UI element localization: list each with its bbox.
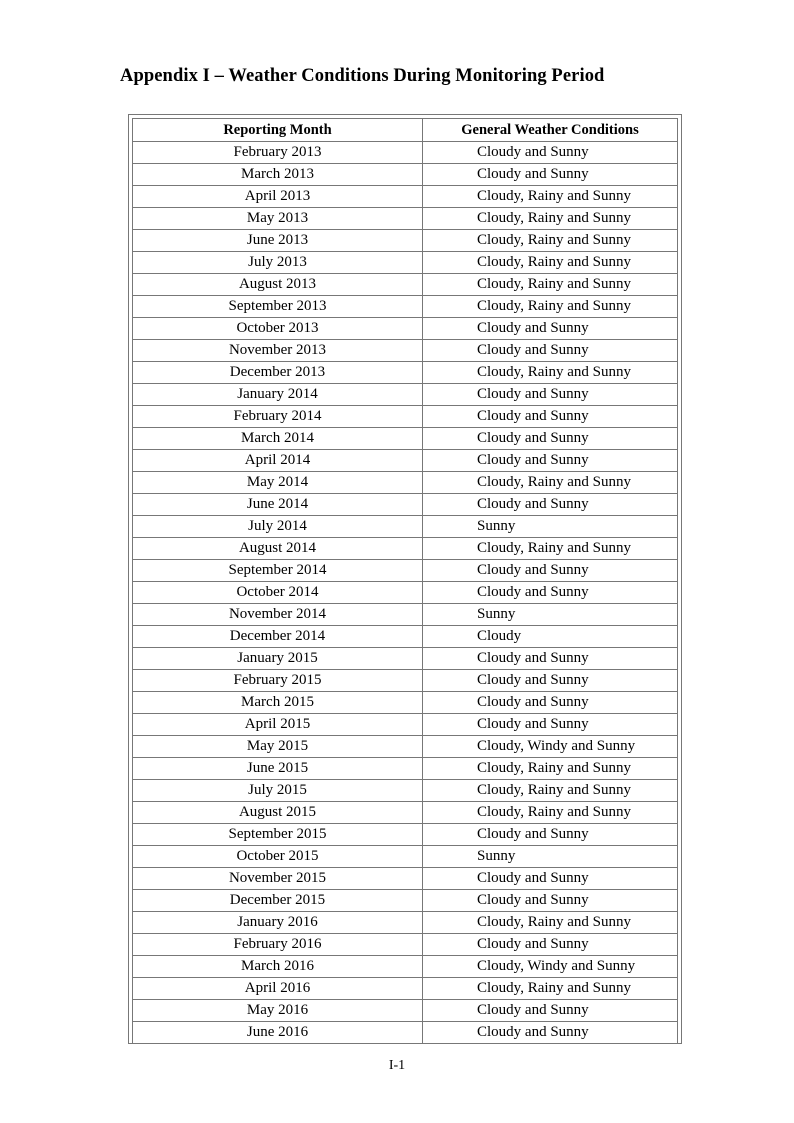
reporting-month-cell: September 2013 xyxy=(133,296,423,318)
reporting-month-cell: August 2014 xyxy=(133,538,423,560)
weather-condition-cell: Sunny xyxy=(423,846,678,868)
table-row xyxy=(133,692,678,714)
reporting-month-cell: May 2013 xyxy=(133,208,423,230)
weather-condition-cell: Cloudy and Sunny xyxy=(423,340,678,362)
weather-condition-cell: Cloudy, Rainy and Sunny xyxy=(423,802,678,824)
weather-condition-cell: Cloudy and Sunny xyxy=(423,824,678,846)
weather-condition-cell: Cloudy, Rainy and Sunny xyxy=(423,780,678,802)
table-row xyxy=(133,384,678,406)
weather-condition-cell: Cloudy, Rainy and Sunny xyxy=(423,296,678,318)
reporting-month-cell: August 2013 xyxy=(133,274,423,296)
table-row xyxy=(133,802,678,824)
weather-condition-cell: Cloudy, Rainy and Sunny xyxy=(423,912,678,934)
weather-condition-cell: Cloudy, Rainy and Sunny xyxy=(423,538,678,560)
weather-condition-cell: Cloudy and Sunny xyxy=(423,868,678,890)
table-header-row xyxy=(133,119,678,142)
reporting-month-cell: November 2013 xyxy=(133,340,423,362)
reporting-month-cell: April 2015 xyxy=(133,714,423,736)
weather-condition-cell: Cloudy, Rainy and Sunny xyxy=(423,274,678,296)
reporting-month-cell: October 2015 xyxy=(133,846,423,868)
weather-conditions-table xyxy=(132,118,678,1044)
weather-condition-cell: Cloudy and Sunny xyxy=(423,406,678,428)
reporting-month-cell: February 2015 xyxy=(133,670,423,692)
weather-condition-cell: Sunny xyxy=(423,516,678,538)
table-row xyxy=(133,868,678,890)
weather-condition-cell: Cloudy, Rainy and Sunny xyxy=(423,472,678,494)
table-row xyxy=(133,978,678,1000)
table-row xyxy=(133,230,678,252)
reporting-month-cell: March 2013 xyxy=(133,164,423,186)
weather-condition-cell: Cloudy and Sunny xyxy=(423,1000,678,1022)
weather-table-frame xyxy=(128,114,682,1044)
table-body xyxy=(133,142,678,1044)
table-row xyxy=(133,846,678,868)
weather-condition-cell: Cloudy and Sunny xyxy=(423,384,678,406)
reporting-month-cell: September 2014 xyxy=(133,560,423,582)
weather-condition-cell: Cloudy, Rainy and Sunny xyxy=(423,978,678,1000)
reporting-month-cell: January 2014 xyxy=(133,384,423,406)
weather-condition-cell: Cloudy and Sunny xyxy=(423,582,678,604)
reporting-month-cell: January 2016 xyxy=(133,912,423,934)
reporting-month-cell: September 2015 xyxy=(133,824,423,846)
reporting-month-cell: June 2014 xyxy=(133,494,423,516)
table-row xyxy=(133,604,678,626)
reporting-month-cell: July 2015 xyxy=(133,780,423,802)
table-row xyxy=(133,516,678,538)
table-row xyxy=(133,956,678,978)
table-row xyxy=(133,538,678,560)
table-row xyxy=(133,472,678,494)
table-row xyxy=(133,450,678,472)
weather-condition-cell: Cloudy and Sunny xyxy=(423,890,678,912)
table-row xyxy=(133,758,678,780)
weather-condition-cell: Cloudy and Sunny xyxy=(423,494,678,516)
weather-condition-cell: Cloudy, Rainy and Sunny xyxy=(423,252,678,274)
reporting-month-cell: July 2013 xyxy=(133,252,423,274)
weather-condition-cell: Cloudy and Sunny xyxy=(423,428,678,450)
table-row xyxy=(133,142,678,164)
reporting-month-cell: June 2016 xyxy=(133,1022,423,1044)
table-row xyxy=(133,318,678,340)
reporting-month-cell: October 2013 xyxy=(133,318,423,340)
table-row xyxy=(133,736,678,758)
weather-condition-cell: Cloudy, Rainy and Sunny xyxy=(423,362,678,384)
header-reporting-month: Reporting Month xyxy=(133,119,423,142)
reporting-month-cell: May 2016 xyxy=(133,1000,423,1022)
weather-condition-cell: Cloudy and Sunny xyxy=(423,934,678,956)
reporting-month-cell: March 2016 xyxy=(133,956,423,978)
reporting-month-cell: February 2013 xyxy=(133,142,423,164)
weather-condition-cell: Cloudy and Sunny xyxy=(423,560,678,582)
weather-condition-cell: Cloudy, Rainy and Sunny xyxy=(423,208,678,230)
weather-condition-cell: Sunny xyxy=(423,604,678,626)
table-row xyxy=(133,890,678,912)
weather-condition-cell: Cloudy, Rainy and Sunny xyxy=(423,758,678,780)
reporting-month-cell: March 2015 xyxy=(133,692,423,714)
reporting-month-cell: March 2014 xyxy=(133,428,423,450)
weather-condition-cell: Cloudy and Sunny xyxy=(423,670,678,692)
reporting-month-cell: November 2015 xyxy=(133,868,423,890)
reporting-month-cell: April 2014 xyxy=(133,450,423,472)
table-row xyxy=(133,208,678,230)
weather-condition-cell: Cloudy and Sunny xyxy=(423,450,678,472)
weather-condition-cell: Cloudy and Sunny xyxy=(423,1022,678,1044)
table-row xyxy=(133,1000,678,1022)
table-row xyxy=(133,648,678,670)
table-row xyxy=(133,252,678,274)
reporting-month-cell: April 2016 xyxy=(133,978,423,1000)
weather-condition-cell: Cloudy and Sunny xyxy=(423,142,678,164)
reporting-month-cell: January 2015 xyxy=(133,648,423,670)
reporting-month-cell: June 2013 xyxy=(133,230,423,252)
table-row xyxy=(133,626,678,648)
weather-condition-cell: Cloudy, Windy and Sunny xyxy=(423,956,678,978)
table-row xyxy=(133,912,678,934)
weather-condition-cell: Cloudy and Sunny xyxy=(423,714,678,736)
weather-condition-cell: Cloudy and Sunny xyxy=(423,164,678,186)
reporting-month-cell: December 2013 xyxy=(133,362,423,384)
weather-condition-cell: Cloudy xyxy=(423,626,678,648)
table-row xyxy=(133,296,678,318)
table-row xyxy=(133,362,678,384)
table-row xyxy=(133,934,678,956)
page-number: I-1 xyxy=(388,1058,406,1073)
reporting-month-cell: June 2015 xyxy=(133,758,423,780)
reporting-month-cell: August 2015 xyxy=(133,802,423,824)
table-row xyxy=(133,714,678,736)
reporting-month-cell: February 2014 xyxy=(133,406,423,428)
reporting-month-cell: April 2013 xyxy=(133,186,423,208)
reporting-month-cell: October 2014 xyxy=(133,582,423,604)
weather-condition-cell: Cloudy and Sunny xyxy=(423,648,678,670)
table-row xyxy=(133,824,678,846)
reporting-month-cell: November 2014 xyxy=(133,604,423,626)
table-row xyxy=(133,274,678,296)
table-row xyxy=(133,340,678,362)
header-weather-conditions: General Weather Conditions xyxy=(423,119,678,142)
table-row xyxy=(133,1022,678,1044)
table-row xyxy=(133,406,678,428)
reporting-month-cell: December 2014 xyxy=(133,626,423,648)
table-row xyxy=(133,780,678,802)
weather-condition-cell: Cloudy, Rainy and Sunny xyxy=(423,186,678,208)
table-row xyxy=(133,494,678,516)
reporting-month-cell: May 2015 xyxy=(133,736,423,758)
weather-condition-cell: Cloudy, Rainy and Sunny xyxy=(423,230,678,252)
weather-condition-cell: Cloudy and Sunny xyxy=(423,318,678,340)
table-row xyxy=(133,186,678,208)
table-row xyxy=(133,582,678,604)
table-row xyxy=(133,560,678,582)
weather-condition-cell: Cloudy, Windy and Sunny xyxy=(423,736,678,758)
reporting-month-cell: December 2015 xyxy=(133,890,423,912)
reporting-month-cell: February 2016 xyxy=(133,934,423,956)
weather-condition-cell: Cloudy and Sunny xyxy=(423,692,678,714)
table-row xyxy=(133,670,678,692)
reporting-month-cell: July 2014 xyxy=(133,516,423,538)
table-row xyxy=(133,428,678,450)
reporting-month-cell: May 2014 xyxy=(133,472,423,494)
page-title: Appendix I – Weather Conditions During Monitoring Period xyxy=(120,66,605,86)
table-row xyxy=(133,164,678,186)
